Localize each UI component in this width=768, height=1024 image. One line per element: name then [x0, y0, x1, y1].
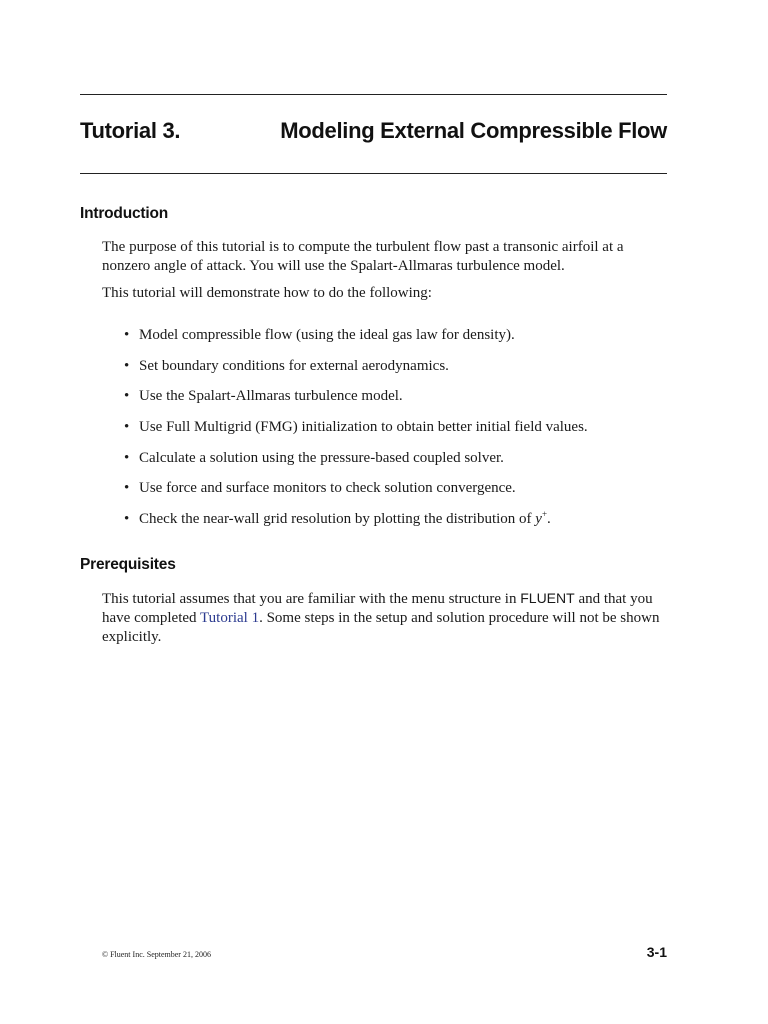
prereq-text: This tutorial assumes that you are familiar with the menu structure in [102, 591, 521, 607]
objectives-list [124, 326, 664, 541]
list-item [124, 449, 664, 480]
bullet-icon: • [124, 327, 130, 343]
page-number: 3-1 [646, 944, 667, 960]
bullet-icon: • [124, 388, 130, 405]
list-item [124, 357, 664, 388]
prereq-text: . Some steps in the setup and solution procedure will not be shown explicitly. [102, 610, 660, 645]
list-item [124, 479, 664, 510]
list-item-text: Set boundary conditions for external aerodynamics. [139, 357, 449, 374]
prerequisites-heading: Prerequisites [80, 556, 176, 573]
list-item-text: Calculate a solution using the pressure-based coupled solver. [139, 449, 504, 466]
bullet-icon: • [124, 511, 130, 528]
header-bottom-rule [80, 173, 667, 174]
list-item-text: Use Full Multigrid (FMG) initialization to obtain better initial field values. [139, 419, 588, 436]
chapter-title: Modeling External Compressible Flow [280, 118, 667, 143]
list-item [124, 418, 664, 449]
list-item-text: Use force and surface monitors to check solution convergence. [139, 480, 516, 497]
introduction-heading: Introduction [80, 205, 168, 222]
math-variable: y [535, 511, 542, 528]
bullet-icon: • [124, 357, 130, 374]
list-item [124, 387, 664, 418]
prerequisites-paragraph [102, 589, 668, 647]
introduction-paragraph: The purpose of this tutorial is to compute the turbulent flow past a transonic airfoil at a nonzero angle of attack. You will use the Spalart-Allmaras turbulence model. [102, 239, 624, 274]
bullet-icon: • [124, 480, 130, 497]
header-top-rule [80, 94, 667, 95]
introduction-lead-in: This tutorial will demonstrate how to do the following: [102, 285, 432, 301]
list-item [124, 510, 664, 541]
bullet-icon: • [124, 449, 130, 466]
list-item-text: Use the Spalart-Allmaras turbulence model. [139, 388, 403, 405]
list-item-end: . [547, 511, 551, 528]
prereq-text: and that you have completed [102, 591, 653, 626]
product-name: FLUENT [520, 590, 575, 606]
bullet-icon: • [124, 419, 130, 436]
chapter-number: Tutorial 3. [80, 118, 181, 143]
tutorial-1-link[interactable]: Tutorial 1 [200, 610, 260, 626]
footer-copyright: © Fluent Inc. September 21, 2006 [102, 950, 211, 959]
list-item-text: Check the near-wall grid resolution by plotting the distribution of [139, 511, 532, 528]
math-superscript: + [541, 509, 548, 520]
list-item-text: Model compressible flow (using the ideal gas law for density). [139, 327, 515, 343]
list-item [124, 326, 664, 357]
